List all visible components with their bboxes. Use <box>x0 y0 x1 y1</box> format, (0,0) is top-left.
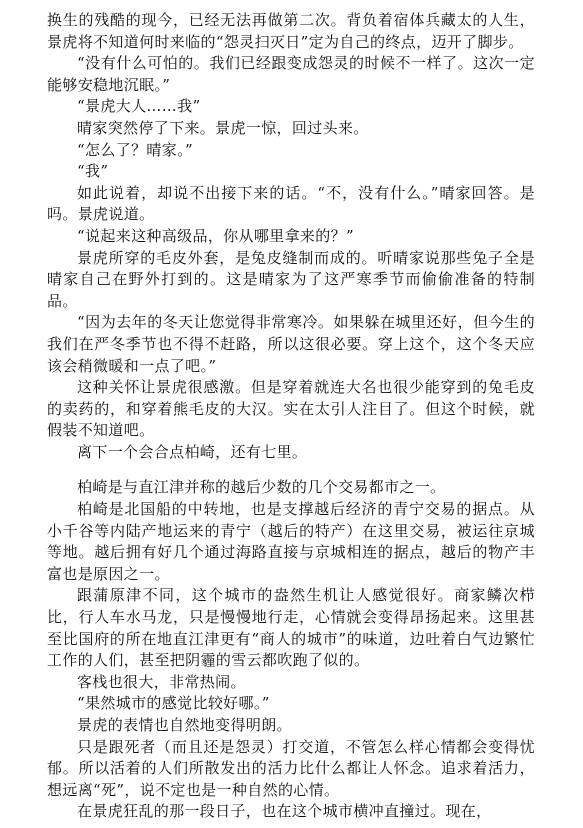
section-1 <box>47 10 535 463</box>
paragraph: 只是跟死者（而且还是怨灵）打交道，不管怎么样心情都会变得忧郁。所以活着的人们所散发出的活力比什么都让人怀念。追求着活力，想远离“死”，说不定也是一种自然的心情。 <box>47 737 535 799</box>
paragraph: 换生的残酷的现今，已经无法再做第二次。背负着宿体兵藏太的人生，景虎将不知道何时来临的“怨灵扫灭日”定为自己的终点，迈开了脚步。 <box>47 11 535 51</box>
paragraph: 景虎的表情也自然地变得明朗。 <box>77 716 292 734</box>
paragraph: 如此说着，却说不出接下来的话。“不，没有什么。”晴家回答。是吗。景虎说道。 <box>47 183 535 224</box>
paragraph: 在景虎狂乱的那一段日子，也在这个城市横冲直撞过。现在， <box>77 802 492 821</box>
section-break <box>47 463 535 477</box>
paragraph: 客栈也很大，非常热闹。 <box>77 672 246 691</box>
paragraph: “我” <box>77 162 109 181</box>
paragraph: 柏崎是北国船的中转地，也是支撑越后经济的青宁交易的据点。从小千谷等内陆产地运来的青宁（越后的特产）在这里交易，被运往京城等地。越后拥有好几个通过海路直接与京城相连的据点，越后的物产丰富也是原因之一。 <box>47 500 535 583</box>
paragraph: 柏崎是与直江津并称的越后少数的几个交易都市之一。 <box>77 478 446 497</box>
paragraph: “果然城市的感觉比较好哪。” <box>77 694 270 713</box>
paragraph: 这种关怀让景虎很感激。但是穿着就连大名也很少能穿到的兔毛皮的卖药的，和穿着熊毛皮的大汉。实在太引人注目了。但这个时候，就假装不知道吧。 <box>47 378 535 440</box>
paragraph: 跟蒲原津不同，这个城市的盎然生机让人感觉很好。商家鳞次栉比，行人车水马龙，只是慢慢地行走，心情就会变得昂扬起来。这里甚至比国府的所在地直江津更有“商人的城市”的味道，边吐着白气边繁忙工作的人们，甚至把阴霾的雪云都吹跑了似的。 <box>47 586 535 670</box>
paragraph: “景虎大人……我” <box>77 97 201 116</box>
paragraph: “因为去年的冬天让您觉得非常寒冷。如果躲在城里还好，但今生的我们在严冬季节也不得不赶路，所以这很必要。穿上这个，这个冬天应该会稍微暖和一点了吧。” <box>47 313 535 375</box>
paragraph: 离下一个会合点柏崎，还有七里。 <box>77 442 308 461</box>
section-2 <box>47 477 535 823</box>
paragraph: 景虎所穿的毛皮外套，是兔皮缝制而成的。听晴家说那些兔子全是晴家自己在野外打到的。这是晴家为了这严寒季节而偷偷准备的特制品。 <box>47 248 535 310</box>
paragraph: “怎么了？晴家。” <box>77 140 193 159</box>
paragraph: 晴家突然停了下来。景虎一惊，回过头来。 <box>77 118 369 137</box>
document-page <box>47 10 535 823</box>
paragraph: “说起来这种高级品，你从哪里拿来的？” <box>77 226 354 245</box>
paragraph: “没有什么可怕的。我们已经跟变成怨灵的时候不一样了。这次一定能够安稳地沉眠。” <box>47 54 535 94</box>
